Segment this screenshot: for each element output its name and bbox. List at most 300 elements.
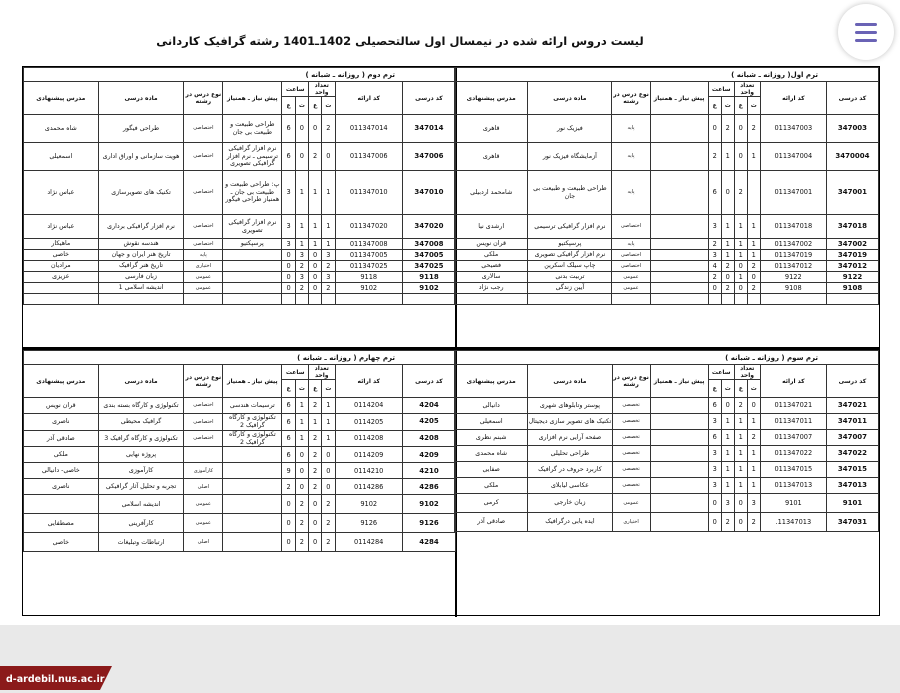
units-practical: 1 bbox=[734, 215, 747, 239]
offer-code: 011347020 bbox=[335, 215, 402, 239]
hours-theory: 0 bbox=[295, 143, 308, 171]
units-theory: 1 bbox=[747, 478, 760, 494]
prerequisite bbox=[650, 398, 708, 414]
course-code: 347006 bbox=[402, 143, 455, 171]
course-code: 9126 bbox=[402, 514, 455, 533]
course-type: تخصصی bbox=[612, 462, 650, 478]
offer-code: 011347004 bbox=[760, 143, 826, 171]
course-name: طراحی تحلیلی bbox=[528, 446, 612, 462]
header-code: کد درسی bbox=[826, 365, 878, 398]
hours-practical: 0 bbox=[282, 495, 295, 514]
teacher-name: قران نویس bbox=[455, 239, 528, 250]
prerequisite bbox=[650, 239, 708, 250]
header-offer-code: کد ارائه bbox=[760, 82, 826, 115]
empty-cell bbox=[223, 294, 282, 305]
hours-practical: 2 bbox=[708, 143, 721, 171]
course-type: تخصصی bbox=[612, 398, 650, 414]
teacher-name: خاصی bbox=[24, 250, 99, 261]
offer-code: 0114210 bbox=[335, 463, 402, 479]
units-practical: 1 bbox=[734, 462, 747, 478]
hours-practical: 3 bbox=[708, 215, 721, 239]
header-hours-a: ع bbox=[708, 380, 721, 398]
offer-code: 011347022 bbox=[760, 446, 826, 462]
units-theory: 1 bbox=[747, 215, 760, 239]
hours-theory: 2 bbox=[295, 495, 308, 514]
hours-practical: 6 bbox=[282, 398, 295, 414]
course-row bbox=[24, 495, 456, 514]
prerequisite bbox=[650, 171, 708, 215]
hours-practical: 3 bbox=[708, 446, 721, 462]
units-practical: 0 bbox=[734, 115, 747, 143]
prerequisite: نرم افزار گرافیکی تصویری bbox=[223, 215, 282, 239]
course-code: 347021 bbox=[826, 398, 878, 414]
prerequisite: پ: طراحی طبیعت و طبیعت بی جان ـ همنیاز طراحی فیگور bbox=[223, 171, 282, 215]
prerequisite bbox=[650, 115, 708, 143]
hours-theory: 0 bbox=[295, 447, 308, 463]
units-theory: 2 bbox=[322, 533, 335, 552]
empty-cell bbox=[308, 294, 321, 305]
header-course: ماده درسی bbox=[528, 365, 612, 398]
term3-caption: ترم سوم ( روزانه ـ شبانه ) bbox=[455, 351, 879, 365]
hours-practical: 4 bbox=[708, 261, 721, 272]
term2-panel bbox=[23, 67, 456, 347]
units-theory: 0 bbox=[747, 398, 760, 414]
offer-code: 011347015 bbox=[760, 462, 826, 478]
course-name: نرم افزار گرافیکی برداری bbox=[98, 215, 184, 239]
header-units-a: ع bbox=[308, 380, 321, 398]
teacher-name bbox=[24, 495, 99, 514]
course-row bbox=[24, 272, 456, 283]
course-row bbox=[455, 239, 879, 250]
course-code: 347031 bbox=[826, 513, 878, 532]
course-row bbox=[455, 143, 879, 171]
empty-cell bbox=[402, 294, 455, 305]
hours-theory: 1 bbox=[721, 446, 734, 462]
course-code: 347002 bbox=[826, 239, 878, 250]
teacher-name bbox=[24, 283, 99, 294]
header-code: کد درسی bbox=[826, 82, 878, 115]
course-type: اختصاصی bbox=[184, 171, 223, 215]
offer-code: 011347025 bbox=[335, 261, 402, 272]
units-practical: 0 bbox=[734, 143, 747, 171]
empty-cell bbox=[650, 294, 708, 305]
course-type: اختصاصی bbox=[184, 239, 223, 250]
units-practical: 0 bbox=[734, 513, 747, 532]
hours-theory: 2 bbox=[295, 514, 308, 533]
header-offer-code: کد ارائه bbox=[760, 365, 826, 398]
course-code: 9108 bbox=[826, 283, 878, 294]
course-name: تکنولوژی و کارگاه بسته بندی bbox=[98, 398, 184, 414]
course-row bbox=[455, 215, 879, 239]
units-practical: 1 bbox=[308, 414, 321, 431]
units-theory: 1 bbox=[322, 171, 335, 215]
header-hours: ساعت bbox=[282, 82, 309, 97]
course-code: 347022 bbox=[826, 446, 878, 462]
hours-theory: 1 bbox=[295, 171, 308, 215]
course-name: نرم افزار گرافیکی ترسیمی bbox=[528, 215, 612, 239]
teacher-name: عباس نژاد bbox=[24, 171, 99, 215]
teacher-name: فصیحی bbox=[455, 261, 528, 272]
empty-cell bbox=[184, 294, 223, 305]
course-name: هندسه نقوش bbox=[98, 239, 184, 250]
course-code: 347010 bbox=[402, 171, 455, 215]
header-hours-t: ت bbox=[721, 97, 734, 115]
hours-practical: 3 bbox=[282, 239, 295, 250]
hours-theory: 2 bbox=[721, 261, 734, 272]
course-name: کارآموزی bbox=[98, 463, 184, 479]
prerequisite bbox=[650, 446, 708, 462]
course-name: ارتباطات وتبلیغات bbox=[98, 533, 184, 552]
course-code: 4205 bbox=[402, 414, 455, 431]
course-name: پوستر وتابلوهای شهری bbox=[528, 398, 612, 414]
units-theory: 0 bbox=[322, 143, 335, 171]
header-units-t: ت bbox=[322, 97, 335, 115]
term4-panel bbox=[23, 350, 456, 617]
prerequisite bbox=[223, 447, 282, 463]
units-practical: 1 bbox=[308, 215, 321, 239]
course-row bbox=[24, 430, 456, 447]
hours-practical: 6 bbox=[282, 115, 295, 143]
hours-theory: 2 bbox=[295, 533, 308, 552]
header-hours: ساعت bbox=[708, 365, 734, 380]
hours-theory: 3 bbox=[295, 272, 308, 283]
prerequisite bbox=[650, 250, 708, 261]
teacher-name: شامحمد اردبیلی bbox=[455, 171, 528, 215]
units-theory: 2 bbox=[322, 283, 335, 294]
course-row bbox=[24, 143, 456, 171]
prerequisite bbox=[650, 215, 708, 239]
hours-practical: 6 bbox=[282, 143, 295, 171]
site-badge[interactable] bbox=[0, 666, 112, 690]
empty-cell bbox=[734, 294, 747, 305]
teacher-name: خاصی- دانیالی bbox=[24, 463, 99, 479]
units-practical: 0 bbox=[308, 250, 321, 261]
course-type: تخصصی bbox=[612, 414, 650, 430]
offer-code: 9122 bbox=[760, 272, 826, 283]
course-code: 4209 bbox=[402, 447, 455, 463]
units-theory: 3 bbox=[322, 250, 335, 261]
units-practical: 2 bbox=[308, 463, 321, 479]
prerequisite bbox=[223, 495, 282, 514]
course-type bbox=[184, 447, 223, 463]
hours-theory: 1 bbox=[721, 239, 734, 250]
offer-code: 9102 bbox=[335, 283, 402, 294]
course-type: تخصصی bbox=[612, 446, 650, 462]
units-theory: 1 bbox=[322, 430, 335, 447]
offer-code: 9118 bbox=[335, 272, 402, 283]
term1-caption: ترم اول( روزانه ـ شبانه ) bbox=[455, 68, 879, 82]
offer-code: 011347007 bbox=[760, 430, 826, 446]
hours-theory: 0 bbox=[295, 115, 308, 143]
hours-practical: 9 bbox=[282, 463, 295, 479]
course-code: 347007 bbox=[826, 430, 878, 446]
header-type: نوع درس در رشته bbox=[612, 365, 650, 398]
header-offer-code: کد ارائه bbox=[335, 82, 402, 115]
term1-table bbox=[454, 67, 879, 305]
prerequisite bbox=[650, 143, 708, 171]
hours-theory: 3 bbox=[295, 250, 308, 261]
prerequisite: نرم افزار گرافیکی ترسیمی ـ نرم افزار گرافیکی تصویری bbox=[223, 143, 282, 171]
units-practical: 0 bbox=[308, 261, 321, 272]
header-hours-a: ع bbox=[282, 97, 295, 115]
units-theory: 2 bbox=[322, 495, 335, 514]
course-type: اختصاصی bbox=[184, 430, 223, 447]
course-row bbox=[455, 430, 879, 446]
units-practical: 2 bbox=[308, 398, 321, 414]
header-teacher: مدرس پیشنهادی bbox=[24, 82, 99, 115]
course-row bbox=[24, 115, 456, 143]
prerequisite bbox=[650, 494, 708, 513]
prerequisite: تکنولوژی و کارگاه گرافیک 2 bbox=[223, 430, 282, 447]
course-code: 9101 bbox=[826, 494, 878, 513]
hours-practical: 3 bbox=[708, 478, 721, 494]
course-type: کارآموزی bbox=[184, 463, 223, 479]
course-name: زبان فارسی bbox=[98, 272, 184, 283]
units-practical: 0 bbox=[308, 115, 321, 143]
course-row bbox=[455, 261, 879, 272]
header-hours-t: ت bbox=[721, 380, 734, 398]
hours-practical: 2 bbox=[282, 479, 295, 495]
course-code: 4210 bbox=[402, 463, 455, 479]
course-code: 347025 bbox=[402, 261, 455, 272]
units-theory: 1 bbox=[747, 239, 760, 250]
course-name: آیین زندگی bbox=[528, 283, 612, 294]
units-theory: 2 bbox=[322, 514, 335, 533]
prerequisite bbox=[650, 261, 708, 272]
course-row bbox=[455, 414, 879, 430]
course-name: پرسپکتیو bbox=[528, 239, 612, 250]
course-name: تربیت بدنی bbox=[528, 272, 612, 283]
empty-cell bbox=[612, 294, 650, 305]
offer-code: 011347018 bbox=[760, 215, 826, 239]
course-row bbox=[455, 171, 879, 215]
units-practical: 0 bbox=[734, 494, 747, 513]
units-practical: 0 bbox=[308, 272, 321, 283]
course-type: اختصاصی bbox=[184, 115, 223, 143]
units-theory: 1 bbox=[322, 215, 335, 239]
teacher-name: دانیالی bbox=[455, 398, 528, 414]
course-name: فیزیک نور bbox=[528, 115, 612, 143]
course-name: طراحی فیگور bbox=[98, 115, 184, 143]
units-theory: 2 bbox=[747, 513, 760, 532]
course-type: اختصاصی bbox=[184, 414, 223, 431]
hours-theory: 3 bbox=[721, 494, 734, 513]
prerequisite bbox=[650, 462, 708, 478]
units-theory: 1 bbox=[322, 398, 335, 414]
offer-code: 11347013. bbox=[760, 513, 826, 532]
units-practical: 1 bbox=[734, 430, 747, 446]
course-type: عمومی bbox=[612, 283, 650, 294]
units-practical: 1 bbox=[734, 239, 747, 250]
units-theory: 2 bbox=[322, 261, 335, 272]
hours-practical: 3 bbox=[282, 171, 295, 215]
units-practical: 0 bbox=[308, 514, 321, 533]
hours-theory: 0 bbox=[295, 479, 308, 495]
course-row bbox=[24, 261, 456, 272]
units-practical: 1 bbox=[734, 478, 747, 494]
course-type: عمومی bbox=[184, 495, 223, 514]
course-type: اختصاصی bbox=[184, 143, 223, 171]
header-code: کد درسی bbox=[402, 365, 455, 398]
header-hours-t: ت bbox=[295, 97, 308, 115]
term4-table bbox=[23, 350, 456, 552]
empty-cell bbox=[322, 294, 335, 305]
course-sheet bbox=[22, 66, 880, 616]
course-row bbox=[24, 479, 456, 495]
units-theory: 3 bbox=[747, 494, 760, 513]
teacher-name: صفایی bbox=[455, 462, 528, 478]
offer-code: 011347012 bbox=[760, 261, 826, 272]
header-units-a: ع bbox=[734, 97, 747, 115]
course-name: ایده یابی درگرافیک bbox=[528, 513, 612, 532]
course-type: عمومی bbox=[612, 272, 650, 283]
empty-cell bbox=[826, 294, 878, 305]
empty-cell bbox=[455, 294, 528, 305]
prerequisite bbox=[223, 479, 282, 495]
offer-code: 011347010 bbox=[335, 171, 402, 215]
units-theory: 1 bbox=[322, 414, 335, 431]
course-code: 347011 bbox=[826, 414, 878, 430]
prerequisite bbox=[223, 261, 282, 272]
course-type: تخصصی bbox=[612, 478, 650, 494]
units-practical: 0 bbox=[734, 261, 747, 272]
header-units-t: ت bbox=[322, 380, 335, 398]
course-code: 9122 bbox=[826, 272, 878, 283]
offer-code: 011347002 bbox=[760, 239, 826, 250]
course-name: هویت سازمانی و اوراق اداری bbox=[98, 143, 184, 171]
units-practical: 0 bbox=[734, 283, 747, 294]
course-type: پایه bbox=[612, 171, 650, 215]
hamburger-menu-button[interactable] bbox=[838, 4, 894, 60]
offer-code: 0114284 bbox=[335, 533, 402, 552]
header-course: ماده درسی bbox=[98, 365, 184, 398]
offer-code: 011347013 bbox=[760, 478, 826, 494]
header-teacher: مدرس پیشنهادی bbox=[24, 365, 99, 398]
units-practical: 2 bbox=[308, 479, 321, 495]
teacher-name: عباس نژاد bbox=[24, 215, 99, 239]
hours-theory: 1 bbox=[721, 143, 734, 171]
offer-code: 011347011 bbox=[760, 414, 826, 430]
course-row bbox=[24, 414, 456, 431]
teacher-name: شاه محمدی bbox=[455, 446, 528, 462]
course-name: طراحی طبیعت و طبیعت بی جان bbox=[528, 171, 612, 215]
units-theory: 3 bbox=[322, 272, 335, 283]
header-units-t: ت bbox=[747, 97, 760, 115]
teacher-name: سالاری bbox=[455, 272, 528, 283]
teacher-name: قاهری bbox=[455, 143, 528, 171]
course-row bbox=[455, 250, 879, 261]
header-type: نوع درس در رشته bbox=[184, 365, 223, 398]
course-name: اندیشه اسلامی 1 bbox=[98, 283, 184, 294]
teacher-name: ناصری bbox=[24, 414, 99, 431]
course-code: 347018 bbox=[826, 215, 878, 239]
header-teacher: مدرس پیشنهادی bbox=[455, 365, 528, 398]
empty-cell bbox=[335, 294, 402, 305]
teacher-name: صادقی آذر bbox=[24, 430, 99, 447]
hours-theory: 0 bbox=[721, 272, 734, 283]
hours-practical: 0 bbox=[282, 533, 295, 552]
course-row bbox=[24, 250, 456, 261]
units-practical: 2 bbox=[308, 143, 321, 171]
course-row bbox=[455, 513, 879, 532]
prerequisite bbox=[650, 478, 708, 494]
hours-practical: 0 bbox=[708, 494, 721, 513]
teacher-name: اسمعیلی bbox=[24, 143, 99, 171]
course-row bbox=[455, 115, 879, 143]
header-hours-a: ع bbox=[708, 97, 721, 115]
course-row bbox=[24, 283, 456, 294]
teacher-name: مرادیان bbox=[24, 261, 99, 272]
units-theory: 0 bbox=[322, 479, 335, 495]
hours-theory: 0 bbox=[295, 463, 308, 479]
term3-panel bbox=[454, 350, 879, 617]
course-code: 4208 bbox=[402, 430, 455, 447]
header-units: تعداد واحد bbox=[308, 82, 335, 97]
prerequisite bbox=[650, 414, 708, 430]
course-row bbox=[24, 533, 456, 552]
empty-cell bbox=[708, 294, 721, 305]
header-units-t: ت bbox=[747, 380, 760, 398]
prerequisite bbox=[223, 463, 282, 479]
course-code: 347015 bbox=[826, 462, 878, 478]
course-code: 347019 bbox=[826, 250, 878, 261]
course-name: پروژه نهایی bbox=[98, 447, 184, 463]
units-practical: 2 bbox=[734, 171, 747, 215]
header-units-a: ع bbox=[734, 380, 747, 398]
units-theory: 1 bbox=[747, 250, 760, 261]
hours-practical: 6 bbox=[282, 447, 295, 463]
hours-practical: 2 bbox=[708, 239, 721, 250]
term2-table bbox=[23, 67, 456, 305]
teacher-name: اسمعیلی bbox=[455, 414, 528, 430]
teacher-name: ملکی bbox=[24, 447, 99, 463]
course-row bbox=[455, 478, 879, 494]
teacher-name: ملکی bbox=[455, 478, 528, 494]
course-code: 4204 bbox=[402, 398, 455, 414]
header-code: کد درسی bbox=[402, 82, 455, 115]
course-name: کارآفرینی bbox=[98, 514, 184, 533]
units-practical: 2 bbox=[308, 430, 321, 447]
prerequisite: ترسیمات هندسی bbox=[223, 398, 282, 414]
site-badge-text: d-ardebil.nus.ac.ir bbox=[6, 674, 105, 685]
course-type: اصلی bbox=[184, 479, 223, 495]
units-theory: 1 bbox=[747, 462, 760, 478]
prerequisite bbox=[223, 272, 282, 283]
hours-theory: 1 bbox=[295, 414, 308, 431]
course-row bbox=[455, 494, 879, 513]
course-name: آزمایشگاه فیزیک نور bbox=[528, 143, 612, 171]
prerequisite bbox=[650, 513, 708, 532]
units-theory: 0 bbox=[747, 272, 760, 283]
hours-theory: 1 bbox=[295, 239, 308, 250]
course-name: تاریخ هنر ایران و جهان bbox=[98, 250, 184, 261]
hours-practical: 6 bbox=[708, 171, 721, 215]
teacher-name: شبنم نظری bbox=[455, 430, 528, 446]
header-type: نوع درس در رشته bbox=[612, 82, 650, 115]
teacher-name: ارشدی نیا bbox=[455, 215, 528, 239]
course-code: 347013 bbox=[826, 478, 878, 494]
empty-cell bbox=[760, 294, 826, 305]
course-code: 347014 bbox=[402, 115, 455, 143]
hours-practical: 0 bbox=[708, 283, 721, 294]
offer-code: 9102 bbox=[335, 495, 402, 514]
term2-caption: ترم دوم ( روزانه ـ شبانه ) bbox=[24, 68, 456, 82]
course-code: 9102 bbox=[402, 283, 455, 294]
teacher-name: قاهری bbox=[455, 115, 528, 143]
hours-theory: 2 bbox=[295, 261, 308, 272]
offer-code: 9126 bbox=[335, 514, 402, 533]
units-theory: 2 bbox=[747, 261, 760, 272]
